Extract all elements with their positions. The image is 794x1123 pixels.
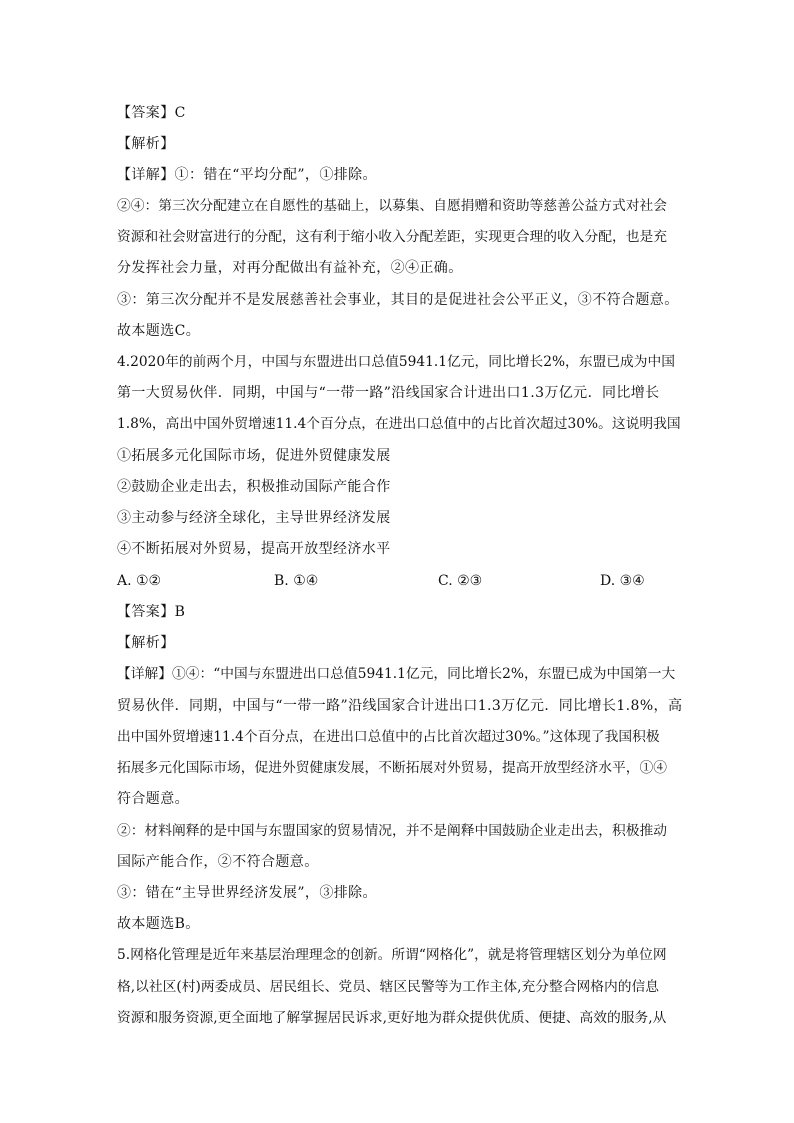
q4-detail-line: ③：错在“主导世界经济发展”，③排除。 [117, 885, 377, 901]
q4-answer: 【答案】B [117, 604, 186, 620]
q4-stem-line: 第一大贸易伙伴．同期，中国与“一带一路”沿线国家合计进出口1.3万亿元．同比增长 [117, 385, 660, 401]
q4-item: ①拓展多元化国际市场，促进外贸健康发展 [117, 448, 391, 464]
q4-option-b: B. ①④ [274, 573, 319, 589]
q4-stem-line: 4.2020年的前两个月，中国与东盟进出口总值5941.1亿元，同比增长2%，东盟已成为中国 [117, 354, 676, 370]
q4-detail-line: ②：材料阐释的是中国与东盟国家的贸易情况，并不是阐释中国鼓励企业走出去，积极推动 [117, 823, 668, 839]
q4-detail-line: 故本题选B。 [117, 916, 200, 932]
q3-analysis-heading: 【解析】 [117, 136, 175, 152]
q4-detail-line: 【详解】①④：“中国与东盟进出口总值5941.1亿元，同比增长2%，东盟已成为中国第一大 [117, 666, 676, 682]
q5-stem-line: 格,以社区(村)两委成员、居民组长、党员、辖区民警等为工作主体,充分整合网格内的信息 [117, 979, 659, 995]
q3-detail-line: 资源和社会财富进行的分配，这有利于缩小收入分配差距，实现更合理的收入分配，也是充 [117, 229, 668, 245]
q5-stem-line: 5.网格化管理是近年来基层治理理念的创新。所谓“网格化”，就是将管理辖区划分为单位网 [117, 947, 667, 963]
q4-detail-line: 符合题意。 [117, 791, 189, 807]
q3-detail-line: ②④：第三次分配建立在自愿性的基础上，以募集、自愿捐赠和资助等慈善公益方式对社会 [117, 198, 668, 214]
q4-stem-line: 1.8%，高出中国外贸增速11.4个百分点，在进出口总值中的占比首次超过30%。这说明我国 [117, 416, 681, 432]
q3-detail-line: 【详解】①：错在“平均分配”，①排除。 [117, 167, 377, 183]
q4-detail-line: 出中国外贸增速11.4个百分点，在进出口总值中的占比首次超过30%。”这体现了我国积极 [117, 729, 660, 745]
q3-detail-line: 分发挥社会力量，对再分配做出有益补充，②④正确。 [117, 260, 463, 276]
q4-detail-line: 贸易伙伴．同期，中国与“一带一路”沿线国家合计进出口1.3万亿元．同比增长1.8%，高 [117, 698, 683, 714]
q4-option-a: A. ①② [117, 573, 162, 589]
q3-detail-line: 故本题选C。 [117, 323, 201, 339]
q3-answer: 【答案】C [117, 105, 186, 121]
q4-analysis-heading: 【解析】 [117, 635, 175, 651]
q4-option-d: D. ③④ [600, 573, 645, 589]
q4-detail-line: 拓展多元化国际市场，促进外贸健康发展，不断拓展对外贸易，提高开放型经济水平，①④ [117, 760, 668, 776]
q4-detail-line: 国际产能合作，②不符合题意。 [117, 854, 319, 870]
q4-item: ③主动参与经济全球化，主导世界经济发展 [117, 510, 391, 526]
q4-item: ④不断拓展对外贸易，提高开放型经济水平 [117, 541, 391, 557]
q5-stem-line: 资源和服务资源,更全面地了解掌握居民诉求,更好地为群众提供优质、便捷、高效的服务,从 [117, 1010, 667, 1026]
q3-detail-line: ③：第三次分配并不是发展慈善社会事业，其目的是促进社会公平正义，③不符合题意。 [117, 292, 679, 308]
q4-item: ②鼓励企业走出去，积极推动国际产能合作 [117, 479, 391, 495]
q4-option-c: C. ②③ [438, 573, 483, 589]
